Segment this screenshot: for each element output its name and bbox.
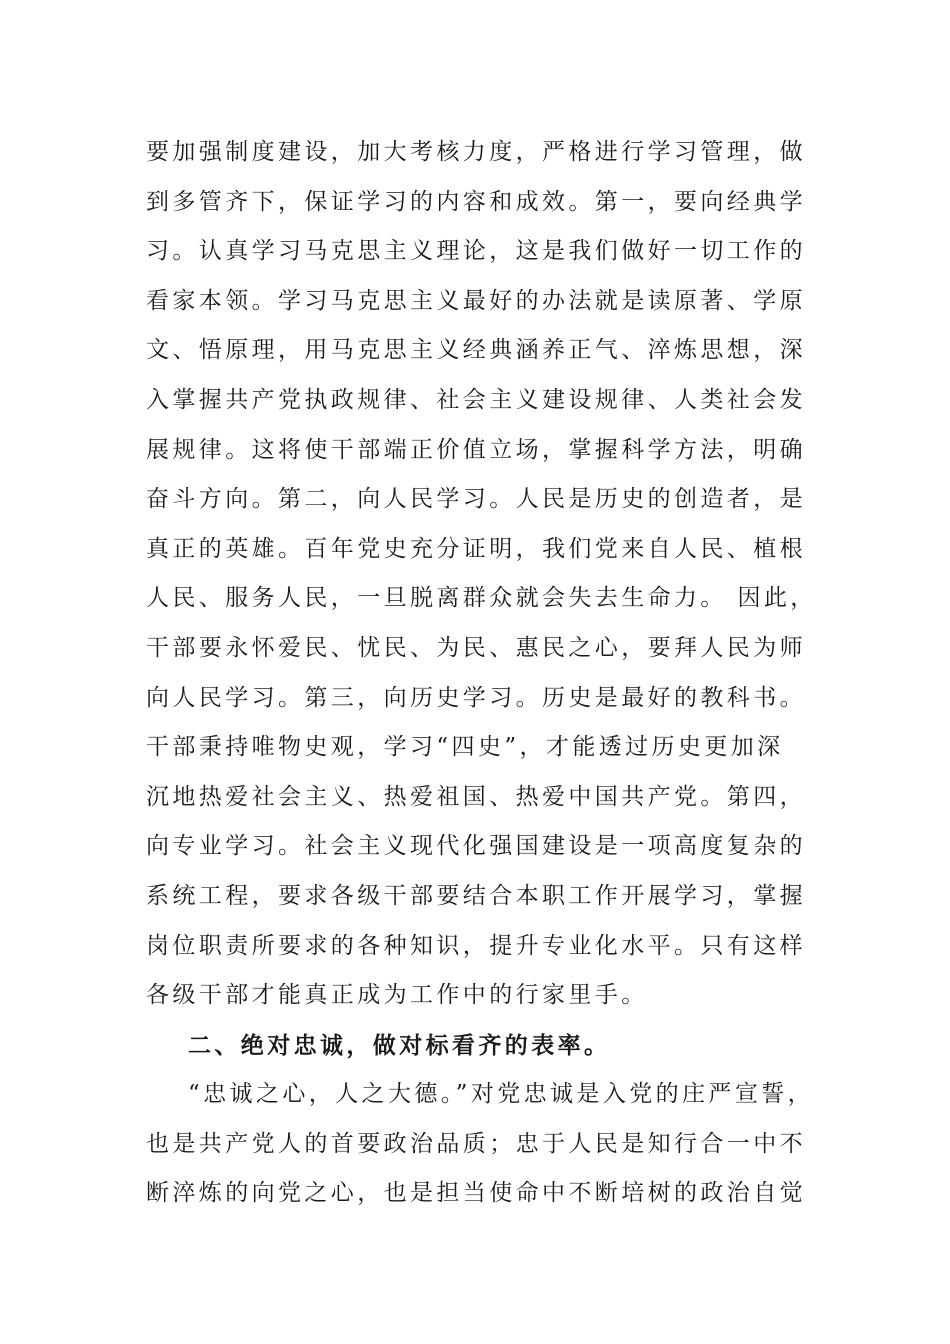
paragraph-line: 入掌握共产党执政规律、社会主义建设规律、人类社会发 [146, 386, 806, 413]
section-heading: 二、绝对忠诚，做对标看齐的表率。 [188, 1031, 611, 1059]
paragraph-line: 人民、服务人民，一旦脱离群众就会失去生命力。 因此， [146, 585, 817, 612]
paragraph-line: 要加强制度建设，加大考核力度，严格进行学习管理，做 [146, 139, 806, 165]
paragraph-line: 系统工程，要求各级干部要结合本职工作开展学习，掌握 [146, 882, 806, 909]
paragraph-line: 向专业学习。社会主义现代化强国建设是一项高度复杂的 [146, 833, 806, 860]
paragraph-line: 习。认真学习马克思主义理论，这是我们做好一切工作的 [146, 238, 806, 265]
paragraph-line: 也是共产党人的首要政治品质；忠于人民是知行合一中不 [146, 1130, 806, 1157]
paragraph-line: 沉地热爱社会主义、热爱祖国、热爱中国共产党。第四， [146, 783, 806, 810]
paragraph-line: 到多管齐下，保证学习的内容和成效。第一，要向经典学 [146, 188, 806, 215]
paragraph-line: 文、悟原理，用马克思主义经典涵养正气、淬炼思想，深 [146, 337, 806, 364]
paragraph-line: “忠诚之心，人之大德。”对党忠诚是入党的庄严宣誓， [188, 1081, 815, 1108]
paragraph-line: 断淬炼的向党之心，也是担当使命中不断培树的政治自觉 [146, 1180, 806, 1207]
paragraph-line: 展规律。这将使干部端正价值立场，掌握科学方法，明确 [146, 436, 806, 463]
paragraph-line: 干部秉持唯物史观，学习“四史”，才能透过历史更加深 [146, 734, 784, 761]
paragraph-line: 岗位职责所要求的各种知识，提升专业化水平。只有这样 [146, 932, 806, 959]
paragraph-line: 奋斗方向。第二，向人民学习。人民是历史的创造者，是 [146, 486, 806, 513]
paragraph-line: 看家本领。学习马克思主义最好的办法就是读原著、学原 [146, 287, 806, 314]
document-body [146, 128, 817, 1219]
paragraph-line: 干部要永怀爱民、忧民、为民、惠民之心，要拜人民为师 [146, 634, 806, 661]
paragraph-line: 各级干部才能真正成为工作中的行家里手。 [146, 982, 648, 1009]
paragraph-line: 真正的英雄。百年党史充分证明，我们党来自人民、植根 [146, 535, 806, 562]
paragraph-line: 向人民学习。第三，向历史学习。历史是最好的教科书。 [146, 684, 806, 711]
